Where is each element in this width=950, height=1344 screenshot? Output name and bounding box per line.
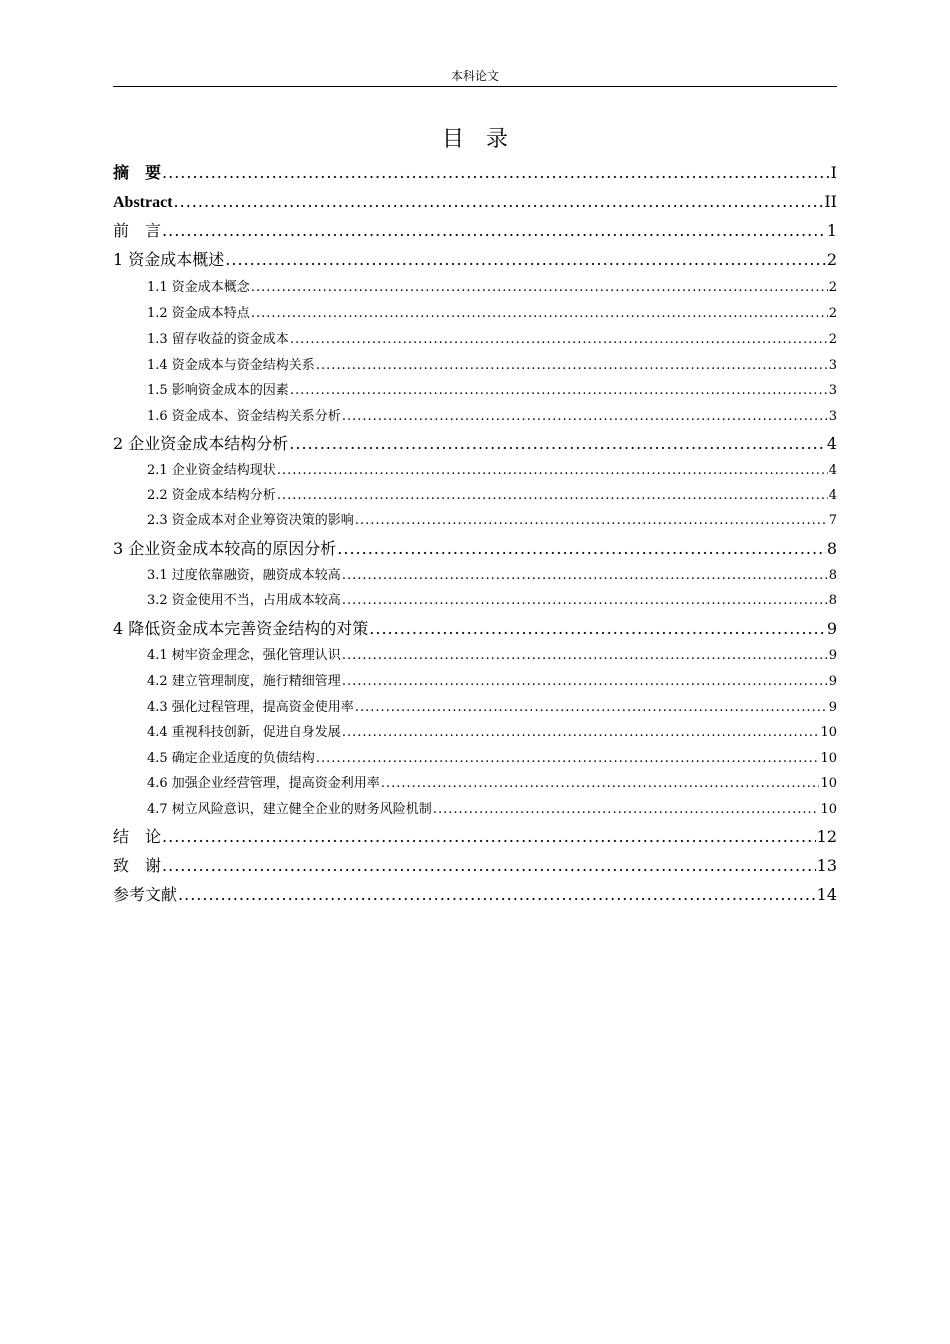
toc-leader [433,799,820,821]
toc-entry-label: 1.6 资金成本、资金结构关系分析 [147,409,341,424]
toc-leader [277,485,828,507]
toc-entry-section-1-4[interactable] [113,355,837,377]
toc-entry-page: 7 [828,513,837,528]
toc-entry-label: 前 言 [113,221,162,240]
toc-entry-label: 4.7 树立风险意识，建立健全企业的财务风险机制 [147,802,432,817]
toc-entry-page: 12 [816,827,837,846]
toc-entry-label: 1.2 资金成本特点 [147,306,250,321]
toc-entry-chapter-1[interactable] [113,247,837,273]
toc-entry-page: 10 [820,776,837,791]
toc-leader [225,247,826,273]
toc-entry-section-2-3[interactable] [113,510,837,532]
toc-leader [342,645,828,667]
toc-entry-label: 3.2 资金使用不当，占用成本较高 [147,593,341,608]
toc-leader [162,853,816,879]
toc-entry-section-3-1[interactable] [113,565,837,587]
toc-leader [162,824,816,850]
toc-entry-section-1-6[interactable] [113,406,837,428]
toc-entry-page: 8 [828,593,837,608]
toc-entry-label: 2.3 资金成本对企业筹资决策的影响 [147,513,354,528]
toc-entry-page: 3 [828,358,837,373]
toc-entry-section-3-2[interactable] [113,590,837,612]
toc-leader [290,329,828,351]
toc-entry-label: 结 论 [113,827,162,846]
toc-entry-label: 4.4 重视科技创新，促进自身发展 [147,725,341,740]
toc-entry-page: 8 [826,539,837,558]
toc-entry-page: 3 [828,383,837,398]
toc-entry-section-1-2[interactable] [113,303,837,325]
toc-entry-label: 3.1 过度依靠融资，融资成本较高 [147,568,341,583]
toc-leader [355,697,828,719]
toc-entry-page: 9 [826,619,837,638]
toc-entry-chapter-3[interactable] [113,536,837,562]
toc-entry-references[interactable] [113,882,837,908]
toc-entry-section-4-6[interactable] [113,773,837,795]
toc-entry-label: 1.3 留存收益的资金成本 [147,332,289,347]
toc-entry-section-1-3[interactable] [113,329,837,351]
toc-entry-conclusion[interactable] [113,824,837,850]
toc-entry-section-4-2[interactable] [113,671,837,693]
toc-entry-label: 2.2 资金成本结构分析 [147,488,276,503]
page-header: 本科论文 [450,69,499,83]
toc-leader [316,355,828,377]
toc-entry-label: 4.2 建立管理制度，施行精细管理 [147,674,341,689]
toc-entry-section-4-1[interactable] [113,645,837,667]
toc-entry-label: 4.6 加强企业经营管理，提高资金利用率 [147,776,380,791]
toc-entry-label: 4.3 强化过程管理，提高资金使用率 [147,700,354,715]
toc-entry-abstract-cn[interactable] [113,160,837,186]
toc-leader [342,590,828,612]
toc-entry-page: 10 [820,802,837,817]
toc-leader [342,565,828,587]
toc-entry-section-4-4[interactable] [113,722,837,744]
toc-leader [162,218,826,244]
toc-entry-section-1-5[interactable] [113,380,837,402]
toc-leader [342,406,828,428]
toc-leader [162,160,830,186]
toc-entry-page: 9 [828,700,837,715]
toc-entry-label: 4.1 树牢资金理念，强化管理认识 [147,648,341,663]
toc-entry-label: 2 企业资金成本结构分析 [113,434,289,453]
toc-entry-preface[interactable] [113,218,837,244]
toc-entry-page: 8 [828,568,837,583]
toc-entry-label: 4.5 确定企业适度的负债结构 [147,751,315,766]
toc-entry-page: 2 [828,332,837,347]
toc-leader [369,616,826,642]
toc-entry-chapter-4[interactable] [113,616,837,642]
toc-leader [251,277,828,299]
toc-entry-section-4-5[interactable] [113,748,837,770]
toc-entry-page: 4 [828,463,837,478]
toc-entry-page: 10 [820,751,837,766]
toc-entry-label: 1.4 资金成本与资金结构关系 [147,358,315,373]
header-divider [113,86,837,87]
toc-entry-page: 14 [816,885,837,904]
toc-entry-page: 13 [816,856,837,875]
toc-entry-page: 10 [820,725,837,740]
toc-entry-label: 参考文献 [113,885,178,904]
toc-leader [316,748,820,770]
toc-entry-label: 1.1 资金成本概念 [147,280,250,295]
toc-entry-acknowledgements[interactable] [113,853,837,879]
toc-leader [251,303,828,325]
toc-entry-section-4-3[interactable] [113,697,837,719]
toc-leader [355,510,828,532]
toc-leader [174,189,824,215]
toc-entry-label: 3 企业资金成本较高的原因分析 [113,539,337,558]
toc-entry-label: 4 降低资金成本完善资金结构的对策 [113,619,369,638]
toc-entry-section-1-1[interactable] [113,277,837,299]
toc-entry-page: 4 [828,488,837,503]
toc-leader [342,671,828,693]
toc-leader [342,722,820,744]
toc-entry-label: 1.5 影响资金成本的因素 [147,383,289,398]
toc-entry-label: 致 谢 [113,856,162,875]
toc-entry-page: 2 [826,250,837,269]
toc-entry-page: 9 [828,648,837,663]
toc-leader [381,773,820,795]
toc-entry-page: 2 [828,306,837,321]
toc-leader [289,431,826,457]
toc-entry-abstract-en[interactable] [113,189,837,215]
toc-leader [178,882,816,908]
toc-entry-section-2-2[interactable] [113,485,837,507]
toc-entry-label: Abstract [113,194,173,211]
toc-entry-page: I [830,163,837,182]
toc-entry-page: II [824,192,837,211]
toc-entry-page: 4 [826,434,837,453]
toc-entry-page: 2 [828,280,837,295]
toc-entry-label: 摘 要 [113,165,162,182]
toc-leader [337,536,826,562]
toc-entry-page: 3 [828,409,837,424]
toc-entry-label: 2.1 企业资金结构现状 [147,463,276,478]
toc-entry-label: 1 资金成本概述 [113,250,225,269]
toc-entry-page: 9 [828,674,837,689]
toc-leader [290,380,828,402]
toc-entry-page: 1 [826,221,837,240]
toc-entry-section-4-7[interactable] [113,799,837,821]
toc-entry-section-2-1[interactable] [113,460,837,482]
toc-entry-chapter-2[interactable] [113,431,837,457]
toc-title: 目 录 [441,127,508,152]
toc-leader [277,460,828,482]
